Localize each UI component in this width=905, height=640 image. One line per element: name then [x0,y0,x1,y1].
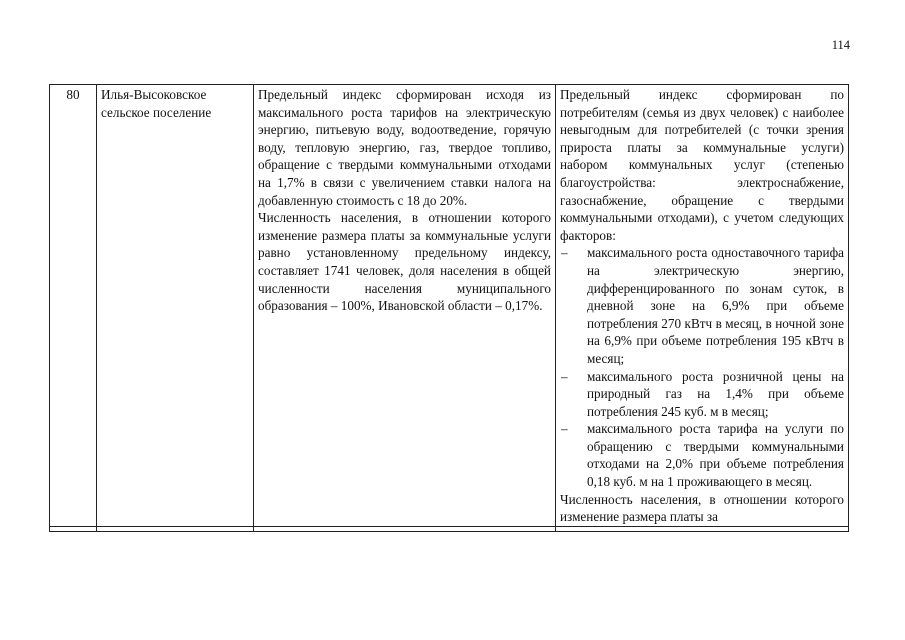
calculation-cell [556,85,849,527]
factor-text: максимального роста одноставочного тарифа на электрическую энергию, дифференцированного по зонам суток, в дневной зоне на 6,9% при объеме потребления 270 кВтч в месяц, в ночной зоне на 6,9% при объеме потребления 195 кВтч в месяц; [587,245,844,366]
factor-text: максимального роста тарифа на услуги по обращению с твердыми коммунальными отходами на 2,0% при объеме потребления 0,18 куб. м на 1 проживающего в месяц. [587,421,844,490]
row-number: 80 [50,85,97,527]
dash-bullet: – [561,245,568,261]
population-paragraph: Численность населения, в отношении которого изменение размера платы за коммунальные услуги равно установленному предельному индексу, составляет 1741 человек, доля населения в общей численности населения муниципального образования – 100%, Ивановской области – 0,17%. [258,210,551,314]
table-row [50,85,849,527]
table-row-continuation [50,526,849,531]
page-number: 114 [831,38,850,52]
settlement-name: Илья-Высоковское сельское поселение [97,85,254,527]
calculation-intro: Предельный индекс сформирован по потребителям (семья из двух человек) с наиболее невыгодным для потребителей (с точки зрения прироста платы за коммунальные услуги) набором коммунальных услуг (степенью благоустройства: электроснабжение, газоснабжение, обращение с твердыми коммунальными отходами), с учетом следующих факторов: [560,87,844,243]
population-paragraph-continued: Численность населения, в отношении которого изменение размера платы за [560,491,844,525]
list-item [560,420,844,490]
list-item [560,244,844,367]
factor-text: максимального роста розничной цены на природный газ на 1,4% при объеме потребления 245 куб. м в месяц; [587,368,844,419]
list-item [560,368,844,421]
dash-bullet: – [561,368,568,384]
factor-list [560,244,844,490]
limit-index-table [49,84,849,532]
basis-paragraph: Предельный индекс сформирован исходя из максимального роста тарифов на электрическую энергию, питьевую воду, водоотведение, горячую воду, тепловую энергию, газ, твердое топливо, обращение с твердыми коммунальными отходами на 1,7% в связи с увеличением ставки налога на добавленную стоимость с 18 до 20%. [258,87,551,208]
dash-bullet: – [561,421,568,437]
basis-cell [254,85,556,527]
